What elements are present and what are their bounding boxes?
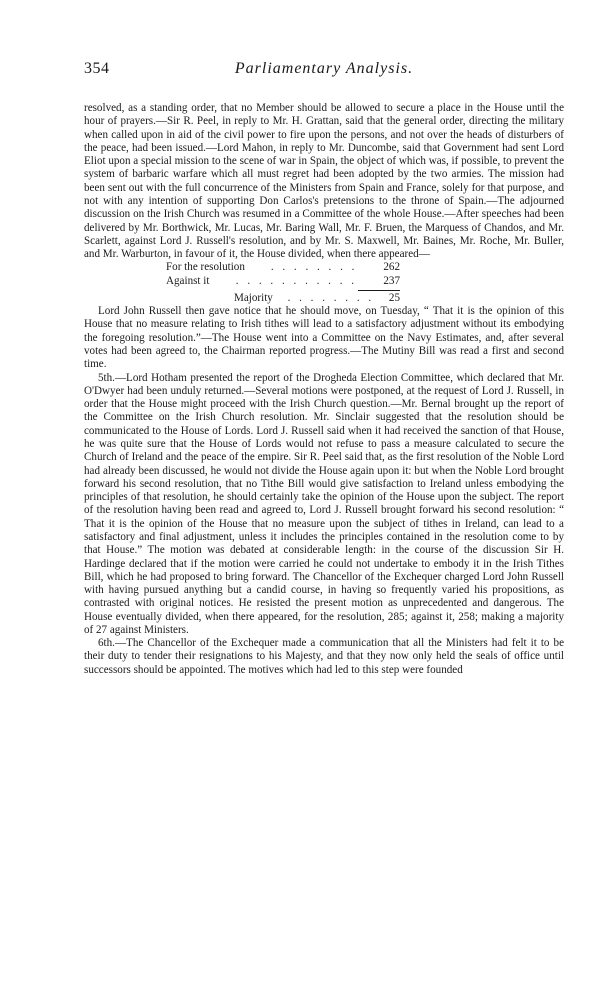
division-value-majority: 25 xyxy=(388,291,400,304)
division-dots-for: . . . . . . . . xyxy=(270,261,358,274)
division-row-for xyxy=(166,261,400,274)
division-row-against xyxy=(166,275,400,288)
running-head: Parliamentary Analysis. xyxy=(234,60,414,77)
division-row-majority xyxy=(234,292,400,305)
paragraph-russell-notice: Lord John Russell then gave notice that he should move, on Tuesday, “ That it is the opinion of this House that no measure relating to Irish tithes will lead to a satisfactory adjustment without its embodying the foregoing resolution.”—The House went into a Committee on the Navy Estimates, and, after several votes had been agreed to, the Chairman reported progress.—The Mutiny Bill was read a first and second time. xyxy=(84,305,564,371)
paragraph-5th: 5th.—Lord Hotham presented the report of the Drogheda Election Committee, which declared that Mr. O'Dwyer had been unduly returned.—Several motions were postponed, at the request of Lord J. Russell, in order that the House might proceed with the Irish Church question.—Mr. Bernal brought up the report of the Committee on the Irish Church resolution. Mr. Sinclair suggested that the resolution should be communicated to the House of Lords. Lord J. Russell said when it had received the sanction of that House, he was quite sure that the House of Lords would not refuse to pass a measure calculated to secure the Church of Ireland and the peace of the empire. Sir R. Peel said that, as the first resolution of the Noble Lord had already been discussed, he would not divide the House again upon it: but when the Noble Lord brought forward his second resolution, that no Tithe Bill would give satisfaction to Ireland unless embodying the principles of that resolution, he should certainly take the opinion of the House upon the subject. The report of the resolution having been read and agreed to, Lord J. Russell brought forward his second resolution: “ That it is the opinion of the House that no measure upon the subject of tithes in Ireland, can lead to a satisfactory and final adjustment, unless it includes the principles contained in the resolution come to by that House.” The motion was debated at considerable length: in the course of the discussion Sir H. Hardinge declared that if the motion were carried he could not undertake to embody it in the Irish Tithes Bill, which he had proposed to bring forward. The Chancellor of the Exchequer charged Lord John Russell with having pursued anything but a candid course, in having so frequently varied his propositions, as contrasted with original notices. He resisted the present motion as unprecedented and dangerous. The House eventually divided, when there appeared, for the resolution, 285; against it, 258; making a majority of 27 against Ministers. xyxy=(84,371,564,636)
division-value-against: 237 xyxy=(383,274,400,287)
page-header xyxy=(84,60,564,86)
paragraph-6th: 6th.—The Chancellor of the Exchequer made a communication that all the Ministers had felt it to be their duty to tender their resignations to his Majesty, and that they now only held the seals of office until successors should be appointed. The motives which had led to this step were founded xyxy=(84,637,564,676)
division-label-majority: Majority xyxy=(234,291,273,304)
division-label-for: For the resolution xyxy=(166,261,245,274)
paragraph-continued: resolved, as a standing order, that no Member should be allowed to secure a place in the House until the hour of prayers.—Sir R. Peel, in reply to Mr. H. Grattan, said that the general order, directing the military when called upon in aid of the civil power to fire upon the persons, and not over the heads of disturbers of the peace, had been issued.—Lord Mahon, in reply to Mr. Duncombe, said that Government had sent Lord Eliot upon a special mission to the scene of war in Spain, the object of which was, if possible, to prevent the system of barbaric warfare which all must regret had been adopted by the two armies. The mission had been sent out with the full concurrence of the Ministers from Spain and France, solely for that purpose, and not with any intention of supporting Don Carlos's pretensions to the throne of Spain.—The adjourned discussion on the Irish Church was resumed in a Committee of the whole House.—After speeches had been delivered by Mr. Borthwick, Mr. Lucas, Mr. Baring Wall, Mr. F. Bruen, the Marquess of Chandos, and Mr. Scarlett, against Lord J. Russell's resolution, and by Mr. S. Maxwell, Mr. Baines, Mr. Roche, Mr. Buller, and Mr. Warburton, in favour of it, the House divided, when there appeared— xyxy=(84,102,565,261)
division-dots-majority: . . . . . . . . xyxy=(287,291,375,304)
division-value-for: 262 xyxy=(383,261,400,274)
division-dots-against: . . . . . . . . . . . xyxy=(235,274,358,287)
division-table xyxy=(166,261,400,305)
book-page xyxy=(84,60,564,677)
page-body xyxy=(84,102,564,677)
page-number: 354 xyxy=(84,60,110,77)
division-rule xyxy=(358,290,400,291)
division-label-against: Against it xyxy=(166,274,210,287)
